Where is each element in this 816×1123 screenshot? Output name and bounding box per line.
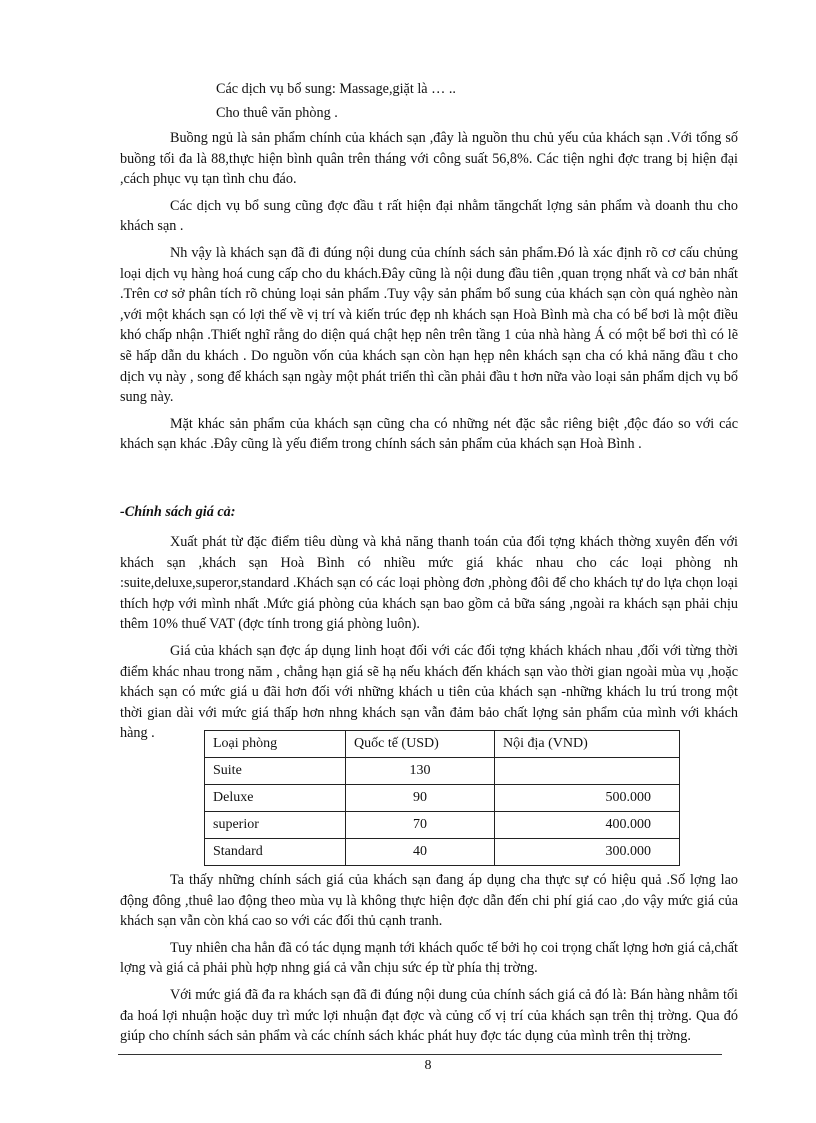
table-row: [205, 812, 680, 839]
paragraph: Các dịch vụ bổ sung cũng đợc đầu t rất hiện đại nhằm tăngchất lợng sản phẩm và doanh thu cho khách sạn .: [120, 197, 738, 235]
paragraph: Nh vậy là khách sạn đã đi đúng nội dung của chính sách sản phẩm.Đó là xác định rõ cơ cấu chủng loại dịch vụ hàng hoá cung cấp cho du khách.Đây cũng là nội dung đầu tiên ,quan trọng nhất và cơ bản nhất .Trên cơ sở phân tích rõ chủng loại sản phẩm .Tuy vậy sản phẩm bổ sung của khách sạn còn quá nghèo nàn ,với một khách sạn có lợi thế về vị trí và kiến trúc đẹp nh khách sạn Hoà Bình mà cha có bể bơi là một điều khó chấp nhận .Thiết nghĩ rằng do diện quá chật hẹp nên trên tầng 1 của nhà hàng Á có một bể bơi thì có lẽ sẽ hấp dẫn du khách . Do nguồn vốn của khách sạn còn hạn hẹp nên khách sạn cha có khả năng đầu t cho dịch vụ này , song để khách sạn ngày một phát triển thì cần phải đầu t hơn nữa vào loại sản phẩm dịch vụ bổ sung này.: [120, 244, 738, 406]
paragraph: Tuy nhiên cha hẳn đã có tác dụng mạnh tới khách quốc tế bởi họ coi trọng chất lợng hơn giá cả,chất lợng và giá cả phải phù hợp nhng giá cả vẫn chịu sức ép từ phía thị trờng.: [120, 939, 738, 977]
usd-rate-cell: 130: [346, 758, 495, 785]
footer-divider: [118, 1054, 722, 1055]
header-room-type: Loại phòng: [205, 731, 346, 758]
body-section-bottom: [120, 870, 738, 1047]
room-type-cell: Deluxe: [205, 785, 346, 812]
vnd-rate-cell: 300.000: [495, 839, 680, 866]
table-row: [205, 839, 680, 866]
table-row: [205, 758, 680, 785]
usd-rate-cell: 90: [346, 785, 495, 812]
paragraph: Mặt khác sản phẩm của khách sạn cũng cha có những nét đặc sắc riêng biệt ,độc đáo so với các khách sạn khác .Đây cũng là yếu điểm trong chính sách sản phẩm của khách sạn Hoà Bình .: [120, 415, 738, 453]
body-section-middle: [120, 532, 738, 744]
section-heading-pricing: -Chính sách giá cả:: [120, 504, 236, 520]
room-type-cell: Standard: [205, 839, 346, 866]
room-rate-table: [204, 730, 680, 866]
room-type-cell: Suite: [205, 758, 346, 785]
body-section-top: [120, 128, 738, 455]
paragraph: Với mức giá đã đa ra khách sạn đã đi đúng nội dung của chính sách giá cả đó là: Bán hàng nhằm tối đa hoá lợi nhuận hoặc duy trì mức lợi nhuận đạt đợc và củng cố vị trí của khách sạn trên thị trờng. Qua đó giúp cho chính sách sản phẩm và các chính sách khác phát huy đợc tác dụng của mình trên thị trờng.: [120, 986, 738, 1045]
table-header-row: [205, 731, 680, 758]
usd-rate-cell: 70: [346, 812, 495, 839]
paragraph: Giá của khách sạn đợc áp dụng linh hoạt đối với các đối tợng khách khách nhau ,đối với từng thời điểm khác nhau trong năm , chẳng hạn giá sẽ hạ nếu khách đến khách sạn vào thời gian ngoài mùa vụ ,hoặc khách sạn có mức giá u đãi hơn đối với những khách u tiên của khách sạn -những khách lu trú trong một thời gian dài với mức giá thấp hơn nhng khách sạn vẫn đảm bảo chất lợng sản phẩm của mình với khách hàng .: [120, 642, 738, 742]
usd-rate-cell: 40: [346, 839, 495, 866]
intro-line-office-rental: Cho thuê văn phòng .: [216, 105, 338, 121]
page-number: 8: [424, 1058, 432, 1073]
room-type-cell: superior: [205, 812, 346, 839]
paragraph: Buồng ngủ là sản phẩm chính của khách sạn ,đây là nguồn thu chủ yếu của khách sạn .Với tổng số buồng tối đa là 88,thực hiện bình quân trên tháng với công suất 56,8%. Các tiện nghi đợc trang bị hiện đại ,cách phục vụ tạn tình chu đáo.: [120, 130, 738, 188]
paragraph: Ta thấy những chính sách giá của khách sạn đang áp dụng cha thực sự có hiệu quả .Số lợng lao động đông ,thuê lao động theo mùa vụ là không thực hiện đợc dẫn đến chi phí giá cao ,do vậy mức giá của khách sạn vẫn còn khá cao so với các đối thủ cạnh tranh.: [120, 872, 738, 930]
vnd-rate-cell: 400.000: [495, 812, 680, 839]
header-domestic-vnd: Nội địa (VND): [495, 731, 680, 758]
paragraph: Xuất phát từ đặc điểm tiêu dùng và khả năng thanh toán của đối tợng khách thờng xuyên đến với khách sạn ,khách sạn Hoà Bình có nhiều mức giá khác nhau cho các loại phòng nh :suite,deluxe,superor,standard .Khách sạn có các loại phòng đơn ,phòng đôi để cho khách tự do lựa chọn loại thích hợp với mình nhất .Mức giá phòng của khách sạn bao gồm cả bữa sáng ,ngoài ra khách sạn phải chịu thêm 10% thuế VAT (đợc tính trong giá phòng luôn).: [120, 534, 738, 633]
table-row: [205, 785, 680, 812]
intro-line-services: Các dịch vụ bổ sung: Massage,giặt là … ..: [216, 81, 456, 97]
vnd-rate-cell: 500.000: [495, 785, 680, 812]
vnd-rate-cell: [495, 758, 680, 785]
header-international-usd: Quốc tế (USD): [346, 731, 495, 758]
